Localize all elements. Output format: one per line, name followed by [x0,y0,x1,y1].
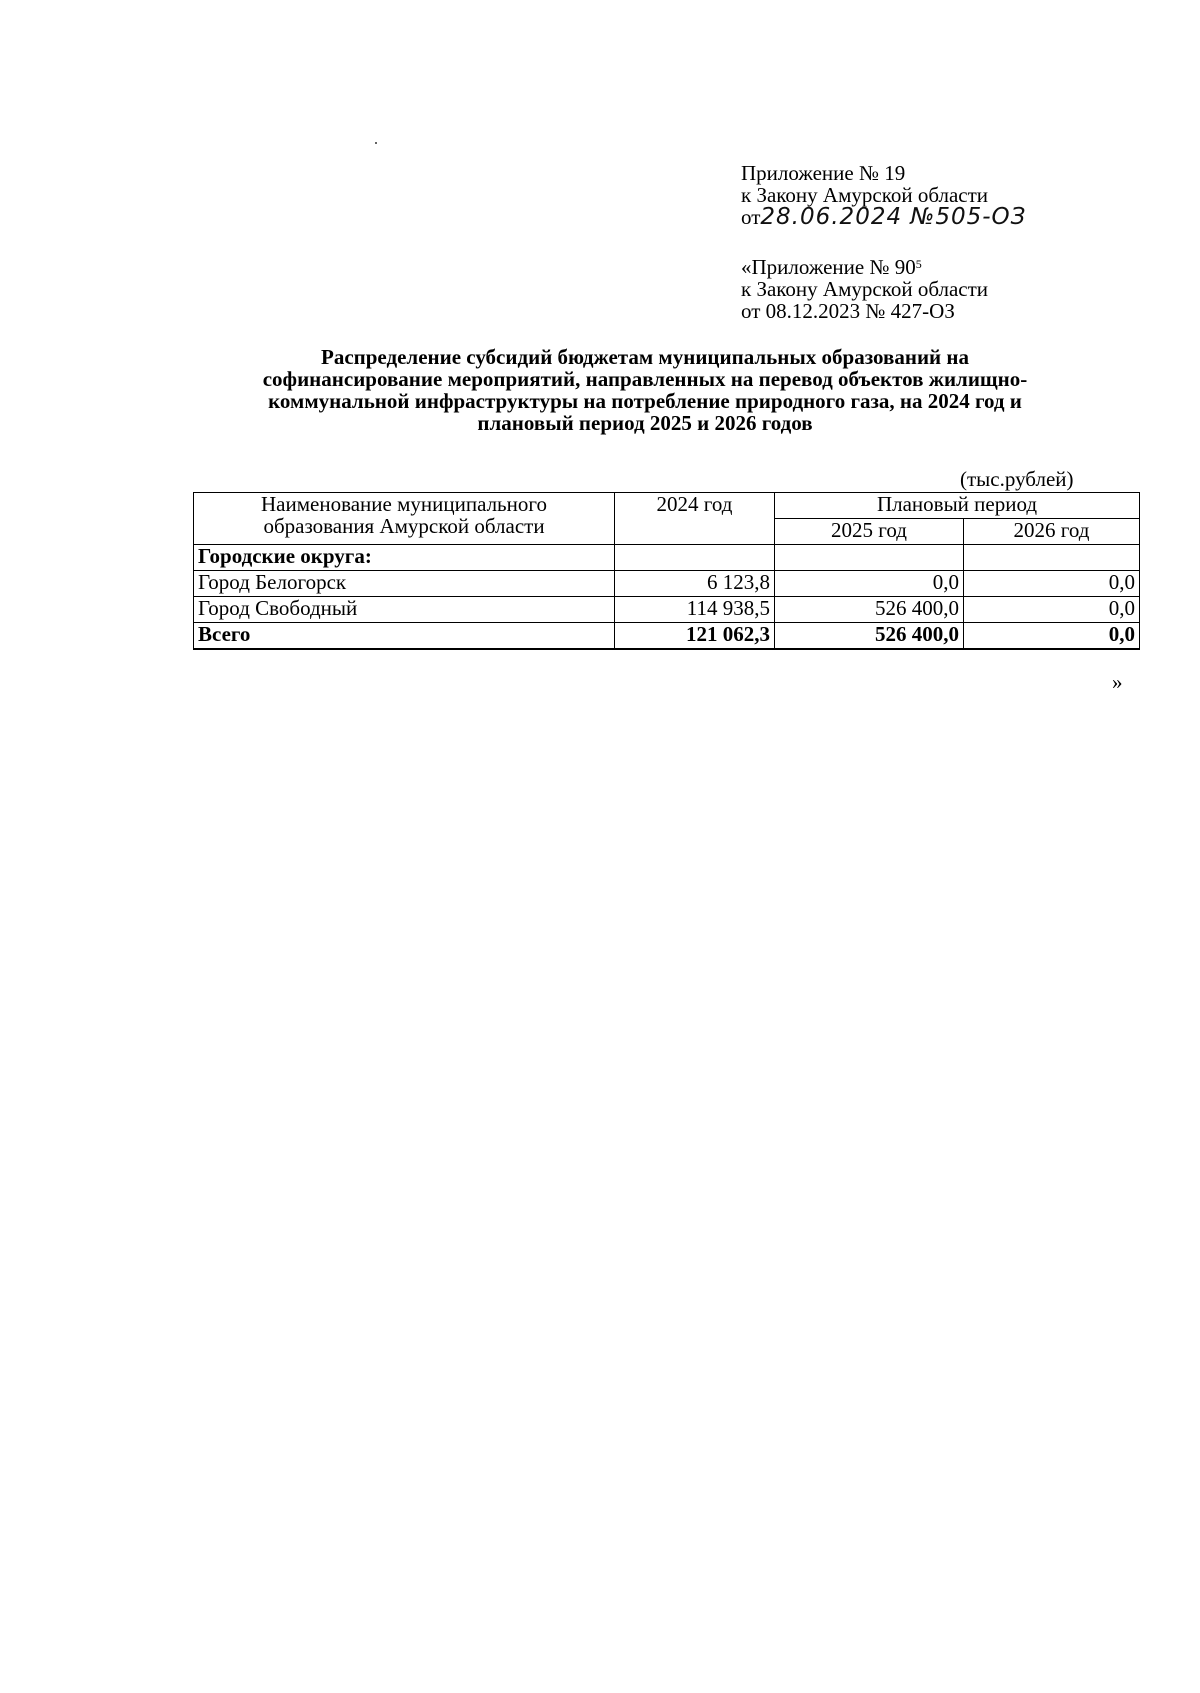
row-2025: 526 400,0 [775,597,964,623]
handwritten-date-number: 28.06.2024 №505-ОЗ [760,204,1027,230]
section-empty-2024 [615,545,775,571]
section-empty-2026 [964,545,1140,571]
scan-speck [375,142,377,144]
row-2024: 6 123,8 [615,571,775,597]
total-2025: 526 400,0 [775,623,964,650]
row-2026: 0,0 [964,571,1140,597]
total-2026: 0,0 [964,623,1140,650]
header-2024: 2024 год [615,493,775,545]
row-name: Город Свободный [194,597,615,623]
subsidy-table [193,492,1140,650]
prior-appendix-date: от 08.12.2023 № 427-ОЗ [741,299,955,323]
section-row [194,545,1140,571]
document-title: Распределение субсидий бюджетам муниципальных образований на софинансирование мероприятий, направленных на перевод объектов жилищно- коммунальной инфраструктуры на потребление природного газа, на 2024 год и плановый период 2025 и 2026 годов [262,345,1028,435]
appendix-reference [741,162,1026,228]
header-municipality: Наименование муниципального образования Амурской области [194,493,615,545]
section-label: Городские округа: [194,545,615,571]
header-2026: 2026 год [964,519,1140,545]
prior-appendix-number: «Приложение № $90^5$ [741,255,922,279]
row-name: Город Белогорск [194,571,615,597]
row-2026: 0,0 [964,597,1140,623]
closing-quote: » [1112,670,1123,694]
appendix-date-line [741,206,1026,228]
units-label: (тыс.рублей) [960,467,1074,491]
row-2025: 0,0 [775,571,964,597]
prior-appendix-reference [741,256,988,322]
header-planned-period: Плановый период [775,493,1140,519]
row-2024: 114 938,5 [615,597,775,623]
table-row [194,571,1140,597]
section-empty-2025 [775,545,964,571]
table-row [194,597,1140,623]
appendix-law: к Закону Амурской области [741,183,989,207]
header-2025: 2025 год [775,519,964,545]
prior-appendix-law: к Закону Амурской области [741,277,989,301]
total-row [194,623,1140,650]
table-header-row [194,493,1140,519]
total-label: Всего [194,623,615,650]
total-2024: 121 062,3 [615,623,775,650]
appendix-date-prefix: от [741,205,761,229]
appendix-number: Приложение № 19 [741,161,906,185]
